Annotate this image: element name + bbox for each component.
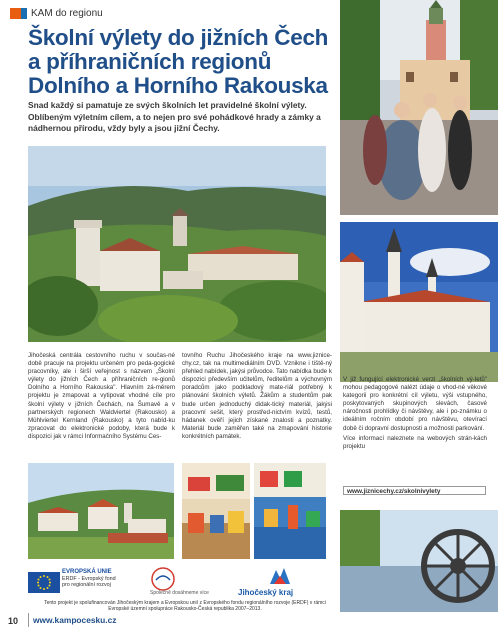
photo-town-aerial: [28, 463, 174, 559]
section-label: KAM do regionu: [31, 7, 103, 19]
photo-costume-parade: [340, 0, 498, 215]
region-logo-text: Jihočeský kraj: [238, 588, 294, 597]
body-text-col3-p2: Více informací naleznete na webových strán-kách projektu: [343, 434, 487, 450]
region-logo: [238, 566, 318, 602]
photo-waterwheel: [340, 510, 498, 612]
funding-footnote: Tento projekt je spolufinancován Jihočeským krajem a Evropskou unií z Evropského fondu regionálního rozvoje (ERDF) v rámci Evropské územní spolupráce Rakousko-Česká republika 2007–2013.: [44, 600, 326, 612]
photo-castle-towers: [340, 222, 498, 382]
photo-children-playroom: [254, 463, 326, 559]
seal-slogan: Společně dosáhneme více: [150, 590, 209, 596]
title-line-2: a příhraničních regionů: [28, 49, 272, 74]
section-tag: [10, 6, 103, 20]
body-column-3: [343, 376, 487, 453]
cooperation-seal-logo: [150, 566, 210, 596]
footer-divider: [28, 613, 29, 627]
body-column-2: [182, 352, 332, 443]
title-line-1: Školní výlety do jižních Čech: [28, 25, 329, 50]
photo-classroom-desks: [182, 463, 250, 559]
eu-title: EVROPSKÁ UNIE: [62, 569, 112, 575]
project-website-link[interactable]: www.jiznicechy.cz/skolnivylety: [343, 486, 486, 495]
page-number: 10: [8, 616, 19, 626]
section-marker-accent: [21, 8, 27, 19]
body-text-col2: tovního Ruchu Jihočeského kraje na www.jiznice-chy.cz, tak na multimediálním DVD. Vznikne i tiště-ný přehled nabídek, jakýsi průvodce. Tato nabídka bude k dispozici především učitelům, ředitelům a výchovným poradcům jako podkladový mate-riál potřebný k plánování školních výletů. Žákům a studentům pak bude určen jednoduchý didak-tický materiál, jakýsi pracovní sešit, který prostřed-nictvím kvízů, testů, hádanek ověří jejich získané znalosti a poznatky. Materiál bude zaměřen také na zmapování historie konkrétních památek.: [182, 352, 332, 440]
body-text-col1: Jihočeská centrála cestovního ruchu v součas-né době pracuje na projektu určeném pro peda-gogické pracovníky, ale i širší veřejnost s názvem „Školní výlety do jižních Čech a příhraničních re-gionů Dolního a Horního Rakouska". Hlavním zá-měrem projektu je zmapovat a vytipovat vhodné cíle pro školní výlety v jižních Čechách, na Šumavě a v partnerských regionech Waldviertel (Rakousko) a Mühlviertel Kernland (Rakousko) a tyto nabíd-ku zpracovat do elektronické podoby, která bude k dispozici jak v rámci Informačního Systému Ces-: [28, 352, 175, 440]
eu-fund-line-2: pro regionální rozvoj: [62, 582, 111, 589]
eu-fund-line: ERDF - Evropský fond: [62, 575, 116, 582]
body-text-col3-p1: V již fungující elektronické verzi „školních vý-letů" mohou pedagogové nalézt údaje o vhod-né věkové kategorii pro konkrétní cíl výletu, výši vstupného, poskytovaných skupinových slevách, časové náročnosti prohlídky či návštěvy, ale i po-známku o ideálním ročním období pro návštěvu, otevírací době či dopravní dostupnosti a možnosti parkování.: [343, 376, 487, 432]
article-title: [28, 26, 348, 98]
eu-logo-text: [62, 569, 142, 589]
footer-website-link[interactable]: www.kampocesku.cz: [33, 615, 117, 625]
article-lead: Snad každý si pamatuje ze svých školních let pravidelné školní výlety. Oblíbeným výletním cílem, a to nejen pro své pohádkové hrady a zámky a nádhernou přírodu, vždy byly a jsou jižní Čechy.: [28, 100, 321, 133]
photo-castle-landscape: [28, 146, 326, 342]
title-line-3: Dolního a Horního Rakouska: [28, 73, 328, 98]
eu-flag-icon: [28, 572, 60, 593]
body-column-1: [28, 352, 175, 443]
section-marker-icon: [10, 8, 21, 19]
